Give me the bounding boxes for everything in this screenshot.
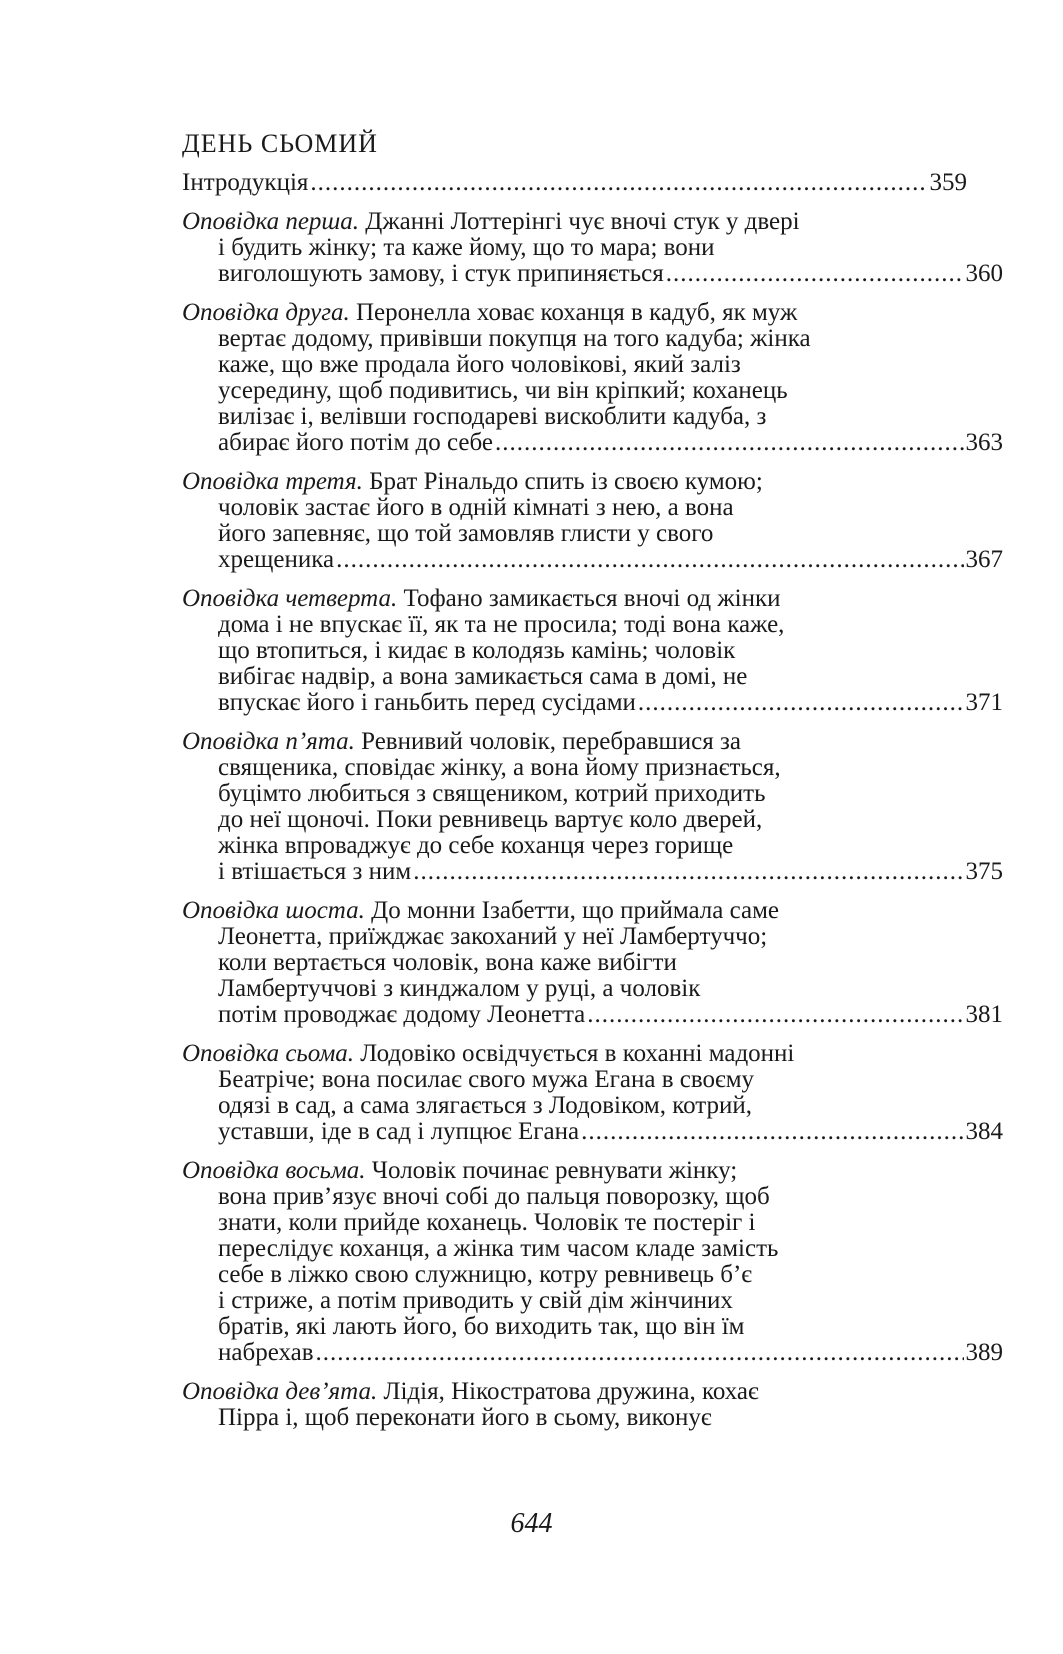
entry-page: 389: [965, 1340, 1003, 1366]
entry-page: 371: [965, 690, 1003, 716]
entry-last-line: хрещеника: [218, 547, 335, 573]
entry-line: Леонетта, приїжджає закоханий у неї Ламбертуччо;: [218, 924, 768, 950]
entry-first-line: Чоловік починає ревнувати жінку;: [365, 1158, 738, 1184]
page-number: 644: [510, 1508, 553, 1539]
entry-page: 375: [965, 859, 1003, 885]
entry-line: жінка впроваджує до себе коханця через горище: [218, 833, 734, 859]
leader-dots: [581, 1119, 963, 1145]
toc-entry: [182, 300, 1003, 456]
entry-title: Оповідка п’ята.: [182, 729, 355, 755]
toc-entries: [182, 209, 1003, 1366]
entry-first-line: Лідія, Нікостратова дружина, кохає: [377, 1379, 759, 1405]
entry-first-line: До монни Ізабетти, що приймала саме: [364, 898, 780, 924]
leader-dots: [587, 1002, 963, 1028]
entry-line: вибігає надвір, а вона замикається сама в домі, не: [218, 664, 748, 690]
entry-line: переслідує коханця, а жінка тим часом кладе замість: [218, 1236, 779, 1262]
entry-line: знати, коли прийде коханець. Чоловік те постеріг і: [218, 1210, 756, 1236]
entry-title: Оповідка восьма.: [182, 1158, 366, 1184]
toc-entry: [182, 729, 1003, 885]
entry-line: усередину, щоб подивитись, чи він кріпкий; коханець: [218, 378, 788, 404]
entry-last-line: потім проводжає додому Леонетта: [218, 1002, 586, 1028]
entry-page: 381: [965, 1002, 1003, 1028]
entry-line: Беатріче; вона посилає свого мужа Егана в своєму: [218, 1067, 755, 1093]
leader-dots: [495, 430, 964, 456]
leader-dots: [638, 690, 964, 716]
toc-intro: [182, 170, 967, 196]
entry-first-line: Тофано замикається вночі од жінки: [397, 586, 781, 612]
entry-line: що втопиться, і кидає в колодязь камінь; чоловік: [218, 638, 736, 664]
entry-line: коли вертається чоловік, вона каже вибігти: [218, 950, 677, 976]
entry-title: Оповідка четверта.: [182, 586, 398, 612]
entry-first-line: Лодовіко освідчується в коханні мадонні: [354, 1041, 795, 1067]
toc-entry: [182, 469, 1003, 573]
entry-title: Оповідка третя.: [182, 469, 363, 495]
entry-line: братів, які лають його, бо виходить так, що він їм: [218, 1314, 745, 1340]
toc-entry-final: [182, 1379, 967, 1431]
entry-title: Оповідка шоста.: [182, 898, 365, 924]
leader-dots: [316, 1340, 964, 1366]
toc-entry: [182, 1158, 1003, 1366]
toc-entry: [182, 209, 1003, 287]
entry-last-line: уставши, іде в сад і лупцює Егана: [218, 1119, 580, 1145]
entry-page: 367: [965, 547, 1003, 573]
intro-text: Інтродукція: [182, 170, 309, 196]
entry-last-line: і втішається з ним: [218, 859, 412, 885]
entry-line: священика, сповідає жінку, а вона йому признається,: [218, 755, 781, 781]
entry-line: дома і не впускає її, як та не просила; тоді вона каже,: [218, 612, 785, 638]
entry-title: Оповідка перша.: [182, 209, 360, 235]
entry-line: вона прив’язує вночі собі до пальця поворозку, щоб: [218, 1184, 770, 1210]
entry-title: Оповідка дев’ята.: [182, 1379, 378, 1405]
entry-last-line: впускає його і ганьбить перед сусідами: [218, 690, 636, 716]
entry-line: буцімто любиться з священиком, котрий приходить: [218, 781, 766, 807]
leader-dots: [336, 547, 963, 573]
entry-title: Оповідка сьома.: [182, 1041, 355, 1067]
entry-line: каже, що вже продала його чоловікові, який заліз: [218, 352, 741, 378]
entry-line: і будить жінку; та каже йому, що то мара; вони: [218, 235, 715, 261]
toc-entry: [182, 586, 1003, 716]
entry-last-line: виголошують замову, і стук припиняється: [218, 261, 664, 287]
intro-page: 359: [929, 170, 967, 196]
entry-first-line: Перонелла ховає коханця в кадуб, як муж: [349, 300, 798, 326]
entry-last-line: абирає його потім до себе: [218, 430, 493, 456]
entry-line: одязі в сад, а сама злягається з Лодовіком, котрий,: [218, 1093, 752, 1119]
entry-page: 360: [965, 261, 1003, 287]
entry-line: чоловік застає його в одній кімнаті з нею, а вона: [218, 495, 734, 521]
entry-last-line: набрехав: [218, 1340, 314, 1366]
section-heading: ДЕНЬ СЬОМИЙ: [182, 129, 378, 158]
entry-first-line: Ревнивий чоловік, перебравшися за: [354, 729, 741, 755]
entry-line: себе в ліжко свою служницю, котру ревнивець б’є: [218, 1262, 753, 1288]
entry-page: 363: [965, 430, 1003, 456]
table-of-contents: [182, 128, 1003, 1444]
entry-first-line: Джанні Лоттерінгі чує вночі стук у двері: [359, 209, 800, 235]
entry-line: Пірра і, щоб переконати його в сьому, виконує: [218, 1405, 712, 1431]
entry-first-line: Брат Рінальдо спить із своєю кумою;: [362, 469, 763, 495]
entry-line: його запевняє, що той замовляв глисти у свого: [218, 521, 714, 547]
entry-line: вилізає і, велівши господареві вискоблити кадуба, з: [218, 404, 767, 430]
toc-entry: [182, 1041, 1003, 1145]
leader-dots: [413, 859, 963, 885]
toc-entry: [182, 898, 1003, 1028]
entry-title: Оповідка друга.: [182, 300, 350, 326]
entry-line: до неї щоночі. Поки ревнивець вартує коло дверей,: [218, 807, 763, 833]
leader-dots: [310, 170, 927, 196]
entry-line: вертає додому, привівши покупця на того кадуба; жінка: [218, 326, 811, 352]
entry-line: і стриже, а потім приводить у свій дім жінчиних: [218, 1288, 733, 1314]
leader-dots: [666, 261, 964, 287]
entry-page: 384: [965, 1119, 1003, 1145]
entry-line: Ламбертуччові з кинджалом у руці, а чоловік: [218, 976, 701, 1002]
